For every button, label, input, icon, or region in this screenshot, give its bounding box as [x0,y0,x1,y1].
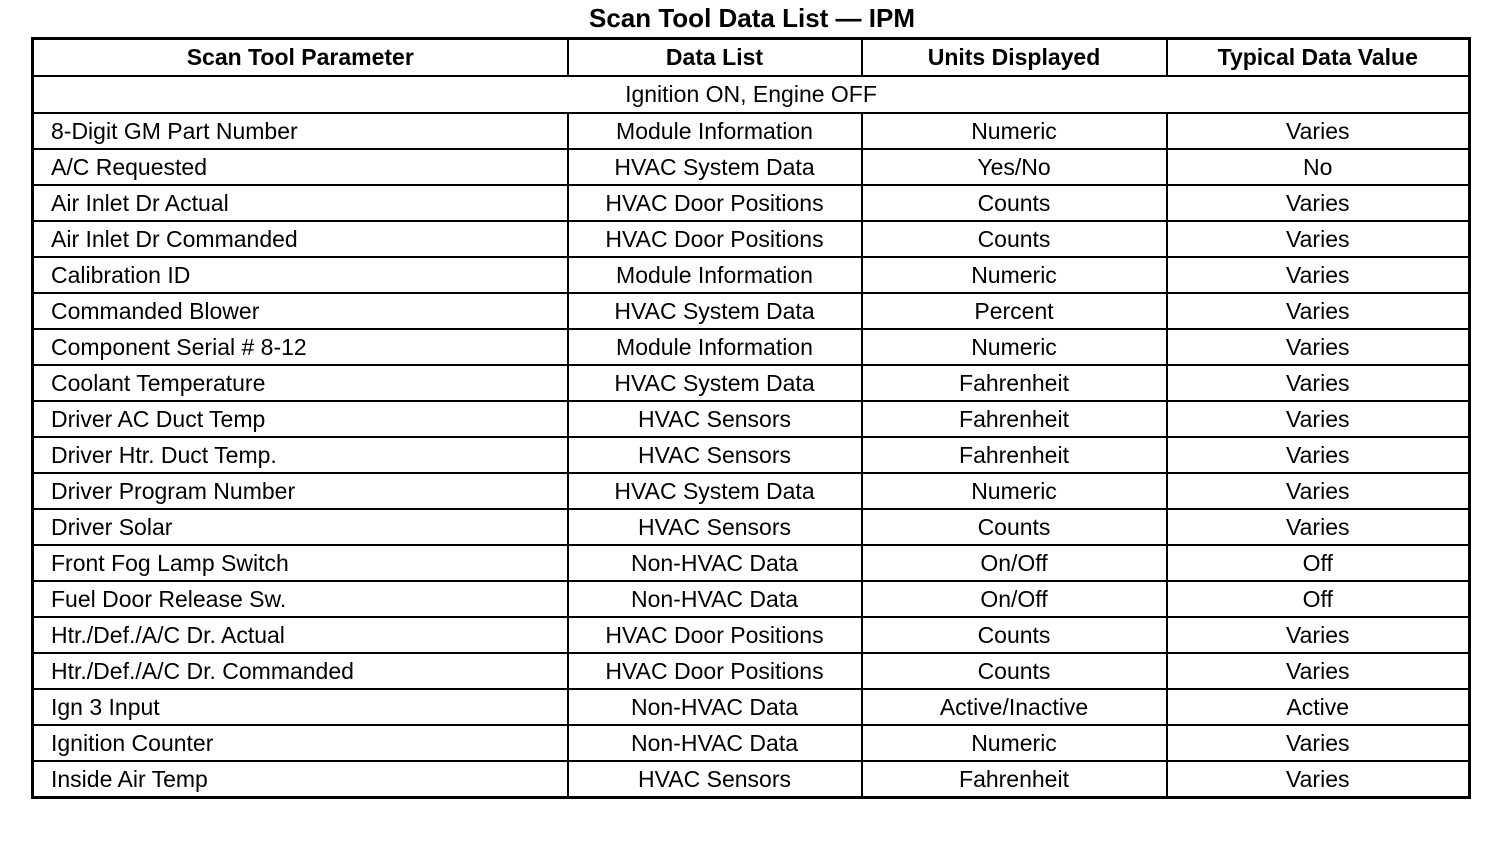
table-row [33,509,1470,545]
cell-parameter: Front Fog Lamp Switch [33,545,568,581]
table-row [33,617,1470,653]
cell-data-list: HVAC Door Positions [568,617,862,653]
cell-parameter: Ignition Counter [33,725,568,761]
table-row [33,545,1470,581]
cell-data-list: HVAC System Data [568,293,862,329]
cell-units: Numeric [862,257,1167,293]
cell-parameter: Calibration ID [33,257,568,293]
column-header-parameter: Scan Tool Parameter [33,39,568,77]
cell-data-list: HVAC Door Positions [568,221,862,257]
cell-data-list: HVAC Sensors [568,437,862,473]
cell-typical-value: Varies [1167,221,1470,257]
cell-units: Numeric [862,473,1167,509]
cell-parameter: Ign 3 Input [33,689,568,725]
cell-parameter: Htr./Def./A/C Dr. Actual [33,617,568,653]
cell-data-list: Non-HVAC Data [568,545,862,581]
cell-typical-value: Varies [1167,725,1470,761]
cell-data-list: HVAC System Data [568,149,862,185]
cell-typical-value: No [1167,149,1470,185]
cell-typical-value: Varies [1167,329,1470,365]
table-row [33,581,1470,617]
section-row [33,76,1470,113]
cell-parameter: Driver AC Duct Temp [33,401,568,437]
cell-parameter: Commanded Blower [33,293,568,329]
cell-units: Numeric [862,113,1167,149]
cell-typical-value: Varies [1167,293,1470,329]
cell-parameter: Driver Solar [33,509,568,545]
cell-typical-value: Off [1167,581,1470,617]
cell-parameter: 8-Digit GM Part Number [33,113,568,149]
column-header-typical-value: Typical Data Value [1167,39,1470,77]
cell-data-list: HVAC Door Positions [568,653,862,689]
table-row [33,329,1470,365]
scan-tool-data-table [31,37,1471,799]
table-row [33,149,1470,185]
table-row [33,689,1470,725]
cell-data-list: Non-HVAC Data [568,581,862,617]
cell-typical-value: Varies [1167,473,1470,509]
cell-typical-value: Active [1167,689,1470,725]
cell-typical-value: Varies [1167,257,1470,293]
cell-data-list: HVAC Sensors [568,401,862,437]
cell-typical-value: Varies [1167,437,1470,473]
table-row [33,725,1470,761]
cell-units: Fahrenheit [862,761,1167,798]
cell-parameter: Fuel Door Release Sw. [33,581,568,617]
cell-data-list: Non-HVAC Data [568,689,862,725]
table-body [33,76,1470,798]
cell-units: Percent [862,293,1167,329]
cell-typical-value: Varies [1167,761,1470,798]
cell-parameter: Air Inlet Dr Commanded [33,221,568,257]
cell-parameter: Driver Program Number [33,473,568,509]
cell-data-list: Module Information [568,113,862,149]
table-row [33,653,1470,689]
cell-units: Fahrenheit [862,437,1167,473]
table-row [33,293,1470,329]
column-header-data-list: Data List [568,39,862,77]
cell-data-list: HVAC System Data [568,473,862,509]
cell-data-list: HVAC Sensors [568,761,862,798]
table-row [33,185,1470,221]
cell-units: Numeric [862,725,1167,761]
cell-units: Fahrenheit [862,401,1167,437]
cell-typical-value: Varies [1167,653,1470,689]
table-row [33,401,1470,437]
cell-units: Counts [862,509,1167,545]
cell-parameter: Coolant Temperature [33,365,568,401]
cell-typical-value: Varies [1167,509,1470,545]
cell-parameter: Driver Htr. Duct Temp. [33,437,568,473]
cell-units: Counts [862,185,1167,221]
cell-units: Counts [862,653,1167,689]
cell-parameter: Air Inlet Dr Actual [33,185,568,221]
cell-units: On/Off [862,545,1167,581]
cell-typical-value: Varies [1167,365,1470,401]
table-row [33,365,1470,401]
cell-units: Fahrenheit [862,365,1167,401]
cell-units: Counts [862,617,1167,653]
cell-parameter: A/C Requested [33,149,568,185]
cell-parameter: Inside Air Temp [33,761,568,798]
cell-typical-value: Off [1167,545,1470,581]
table-row [33,473,1470,509]
cell-typical-value: Varies [1167,113,1470,149]
cell-data-list: HVAC System Data [568,365,862,401]
cell-typical-value: Varies [1167,185,1470,221]
column-header-units: Units Displayed [862,39,1167,77]
header-row [33,39,1470,77]
cell-data-list: HVAC Sensors [568,509,862,545]
cell-units: On/Off [862,581,1167,617]
cell-data-list: Module Information [568,329,862,365]
table-row [33,113,1470,149]
cell-data-list: Non-HVAC Data [568,725,862,761]
cell-data-list: Module Information [568,257,862,293]
cell-data-list: HVAC Door Positions [568,185,862,221]
table-header [33,39,1470,77]
section-label: Ignition ON, Engine OFF [33,76,1470,113]
cell-typical-value: Varies [1167,401,1470,437]
cell-parameter: Htr./Def./A/C Dr. Commanded [33,653,568,689]
page-title: Scan Tool Data List — IPM [588,3,915,33]
table-row [33,221,1470,257]
table-row [33,761,1470,798]
cell-units: Yes/No [862,149,1167,185]
cell-units: Counts [862,221,1167,257]
cell-parameter: Component Serial # 8-12 [33,329,568,365]
cell-units: Active/Inactive [862,689,1167,725]
table-row [33,257,1470,293]
table-row [33,437,1470,473]
cell-units: Numeric [862,329,1167,365]
cell-typical-value: Varies [1167,617,1470,653]
